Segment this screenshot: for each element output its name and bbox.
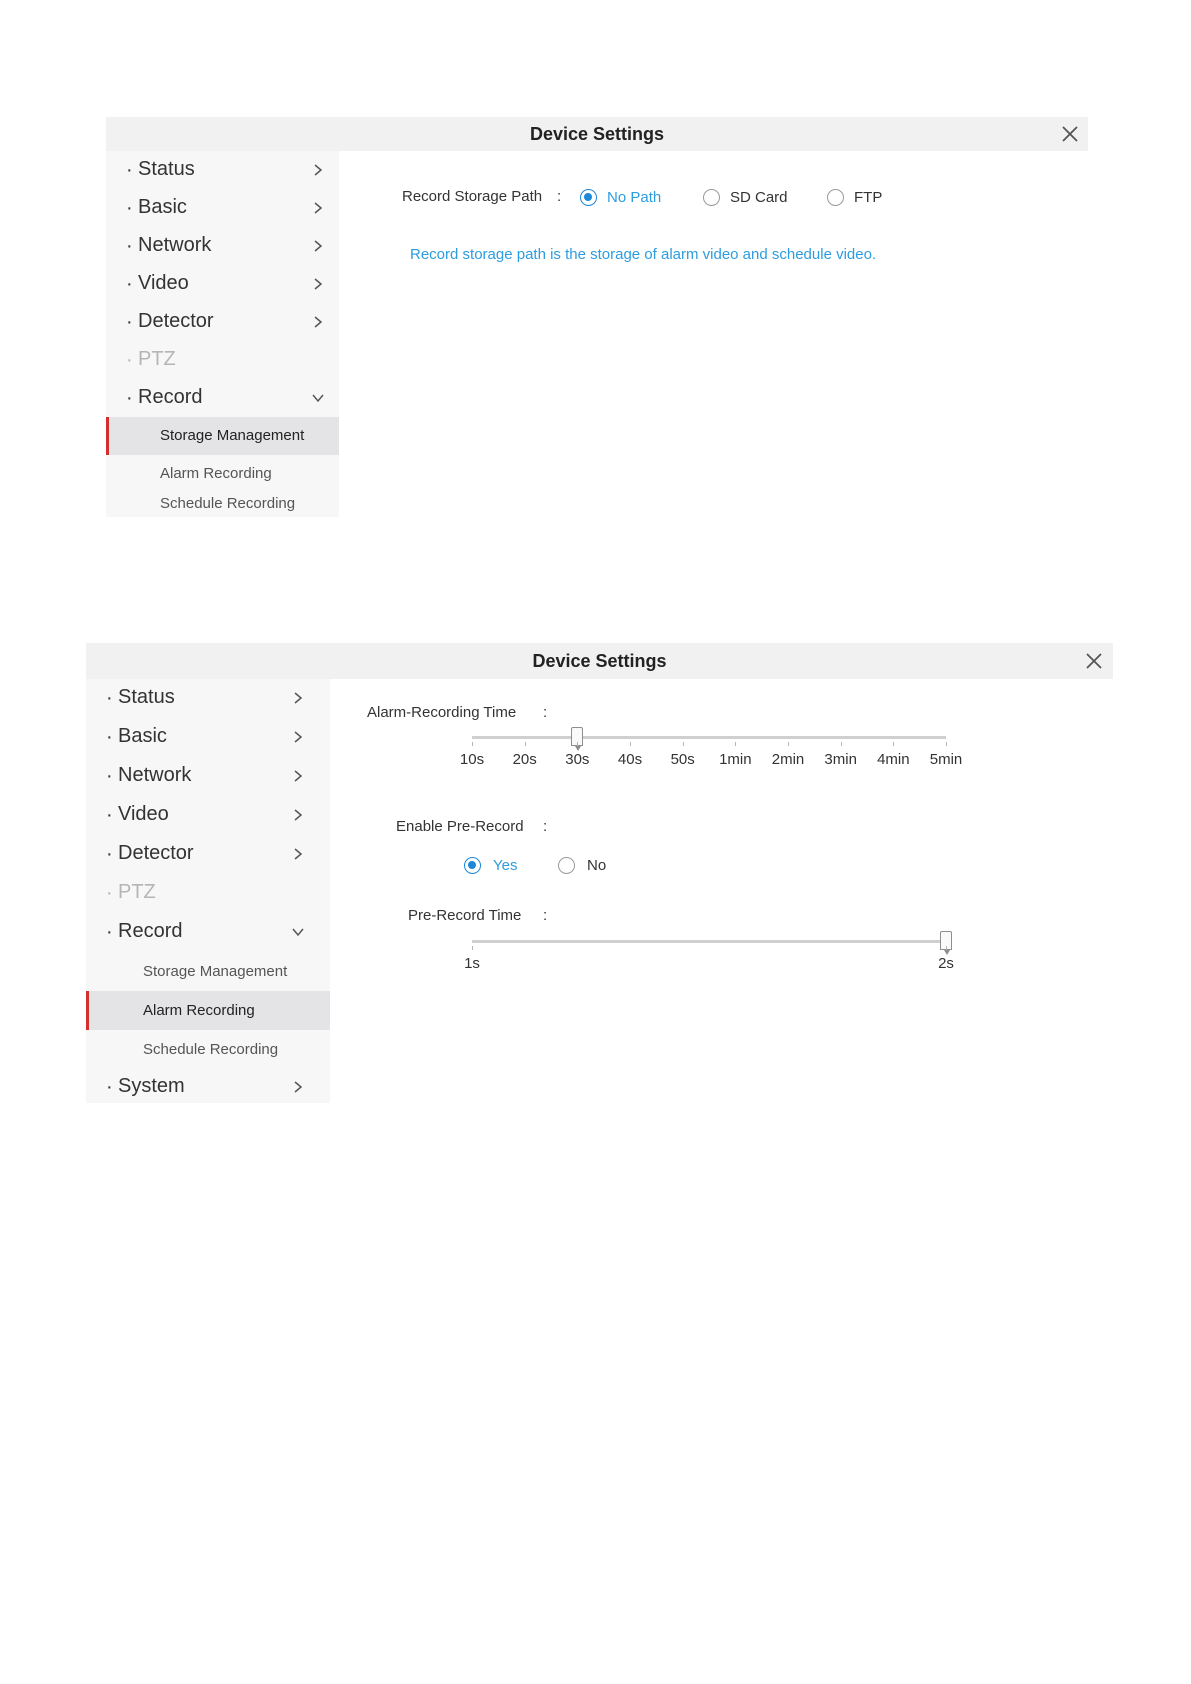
chevron-right-icon (291, 769, 305, 783)
radio-pre-record-no[interactable] (558, 857, 575, 874)
chevron-right-icon (311, 201, 325, 215)
slider-track[interactable] (472, 940, 946, 943)
radio-sd-card-label[interactable]: SD Card (730, 189, 788, 206)
slider-tick-mark (525, 742, 526, 746)
colon: : (543, 818, 548, 835)
sidebar-item-record[interactable] (106, 379, 339, 417)
radio-no-path[interactable] (580, 189, 597, 206)
close-icon[interactable] (1083, 650, 1105, 672)
slider-tick-label: 50s (670, 751, 695, 768)
bullet: · (126, 311, 133, 333)
sidebar-subitem-label: Storage Management (143, 963, 288, 980)
sidebar-item-detector[interactable] (86, 835, 330, 874)
bullet: · (126, 273, 133, 295)
title-bar (86, 643, 1113, 679)
sidebar-item-label: Network (138, 234, 212, 256)
sidebar-item-label: Status (118, 686, 175, 708)
sidebar-subitem-alarm-recording[interactable] (106, 455, 339, 493)
radio-ftp-label[interactable]: FTP (854, 189, 883, 206)
slider-tick-mark (946, 742, 947, 746)
sidebar-item-label: Record (138, 386, 203, 408)
close-icon[interactable] (1059, 123, 1081, 145)
sidebar-subitem-label: Storage Management (160, 427, 305, 444)
radio-pre-record-yes[interactable] (464, 857, 481, 874)
sidebar (86, 679, 330, 1103)
slider-track[interactable] (472, 736, 946, 739)
slider-tick-label: 20s (512, 751, 537, 768)
sidebar-item-label: Detector (138, 310, 214, 332)
sidebar (106, 151, 339, 517)
chevron-down-icon (291, 925, 305, 939)
slider-tick-label: 1s (464, 955, 480, 972)
device-settings-panel-alarm (86, 643, 1113, 1103)
sidebar-item-label: Status (138, 158, 195, 180)
slider-tick-label: 5min (929, 751, 963, 768)
radio-pre-record-no-label[interactable]: No (587, 857, 607, 874)
slider-tick-mark (577, 742, 578, 746)
storage-path-hint: Record storage path is the storage of alarm video and schedule video. (410, 246, 877, 263)
sidebar-item-system[interactable] (86, 1069, 330, 1103)
sidebar-item-detector[interactable] (106, 303, 339, 341)
sidebar-subitem-label: Alarm Recording (160, 465, 272, 482)
slider-tick-mark (683, 742, 684, 746)
bullet: · (126, 349, 133, 371)
slider-tick-label: 2min (771, 751, 805, 768)
sidebar-item-status[interactable] (106, 151, 339, 189)
chevron-right-icon (291, 730, 305, 744)
bullet: · (106, 804, 113, 826)
enable-pre-record-label: Enable Pre-Record (396, 818, 524, 835)
sidebar-item-video[interactable] (86, 796, 330, 835)
chevron-right-icon (291, 691, 305, 705)
panel-title: Device Settings (529, 124, 665, 144)
slider-tick-mark (472, 742, 473, 746)
slider-tick-mark (472, 946, 473, 950)
bullet: · (126, 235, 133, 257)
radio-pre-record-yes-label[interactable]: Yes (493, 857, 518, 874)
sidebar-item-label: Basic (138, 196, 187, 218)
device-settings-panel-storage (106, 117, 1088, 517)
bullet: · (126, 159, 133, 181)
radio-ftp[interactable] (827, 189, 844, 206)
slider-tick-label: 30s (565, 751, 590, 768)
sidebar-item-record[interactable] (86, 913, 330, 952)
record-storage-path-label: Record Storage Path (402, 188, 543, 205)
chevron-right-icon (291, 847, 305, 861)
sidebar-subitem-storage-management[interactable] (106, 417, 339, 455)
sidebar-item-label: Record (118, 920, 183, 942)
slider-tick-mark (630, 742, 631, 746)
colon: : (543, 907, 548, 924)
alarm-recording-time-slider[interactable] (459, 731, 963, 779)
sidebar-item-label: Video (118, 803, 169, 825)
sidebar-subitem-storage-management[interactable] (86, 952, 330, 991)
sidebar-item-basic[interactable] (106, 189, 339, 227)
colon: : (543, 704, 548, 721)
bullet: · (106, 1076, 113, 1098)
sidebar-item-network[interactable] (86, 757, 330, 796)
sidebar-item-ptz (86, 874, 330, 913)
sidebar-item-status[interactable] (86, 679, 330, 718)
bullet: · (126, 197, 133, 219)
chevron-right-icon (311, 277, 325, 291)
sidebar-item-basic[interactable] (86, 718, 330, 757)
chevron-right-icon (311, 315, 325, 329)
bullet: · (106, 687, 113, 709)
panel-title: Device Settings (532, 651, 667, 671)
sidebar-item-label: Detector (118, 842, 194, 864)
sidebar-item-ptz (106, 341, 339, 379)
pre-record-time-label: Pre-Record Time (408, 907, 522, 924)
sidebar-subitem-label: Alarm Recording (143, 1002, 255, 1019)
colon: : (557, 188, 562, 205)
bullet: · (106, 921, 113, 943)
sidebar-item-label: PTZ (138, 348, 176, 370)
chevron-right-icon (291, 1080, 305, 1094)
slider-tick-label: 3min (824, 751, 857, 768)
slider-tick-mark (788, 742, 789, 746)
chevron-right-icon (311, 239, 325, 253)
sidebar-subitem-schedule-recording[interactable] (86, 1030, 330, 1069)
title-bar (106, 117, 1088, 151)
chevron-right-icon (311, 163, 325, 177)
slider-tick-label: 2s (938, 955, 954, 972)
bullet: · (126, 387, 133, 409)
sidebar-subitem-label: Schedule Recording (143, 1041, 279, 1058)
sidebar-subitem-schedule-recording[interactable] (106, 493, 339, 517)
sidebar-item-label: Network (118, 764, 192, 786)
sidebar-subitem-label: Schedule Recording (160, 495, 296, 512)
sidebar-subitem-alarm-recording[interactable] (86, 991, 330, 1030)
slider-tick-label: 40s (617, 751, 643, 768)
slider-tick-label: 4min (877, 751, 910, 768)
slider-tick-label: 1min (719, 751, 752, 768)
sidebar-item-network[interactable] (106, 227, 339, 265)
radio-sd-card[interactable] (703, 189, 720, 206)
sidebar-item-label: System (118, 1075, 185, 1097)
chevron-down-icon (311, 391, 325, 405)
sidebar-item-label: Basic (118, 725, 167, 747)
chevron-right-icon (291, 808, 305, 822)
pre-record-time-slider[interactable] (464, 935, 954, 983)
bullet: · (106, 882, 113, 904)
alarm-recording-time-label: Alarm-Recording Time (367, 704, 517, 721)
bullet: · (106, 843, 113, 865)
slider-tick-mark (893, 742, 894, 746)
slider-tick-mark (841, 742, 842, 746)
sidebar-item-label: Video (138, 272, 189, 294)
slider-tick-mark (946, 946, 947, 950)
radio-no-path-label[interactable]: No Path (607, 189, 662, 206)
bullet: · (106, 726, 113, 748)
slider-tick-mark (735, 742, 736, 746)
sidebar-item-label: PTZ (118, 881, 156, 903)
slider-tick-label: 10s (459, 751, 485, 768)
sidebar-item-video[interactable] (106, 265, 339, 303)
bullet: · (106, 765, 113, 787)
